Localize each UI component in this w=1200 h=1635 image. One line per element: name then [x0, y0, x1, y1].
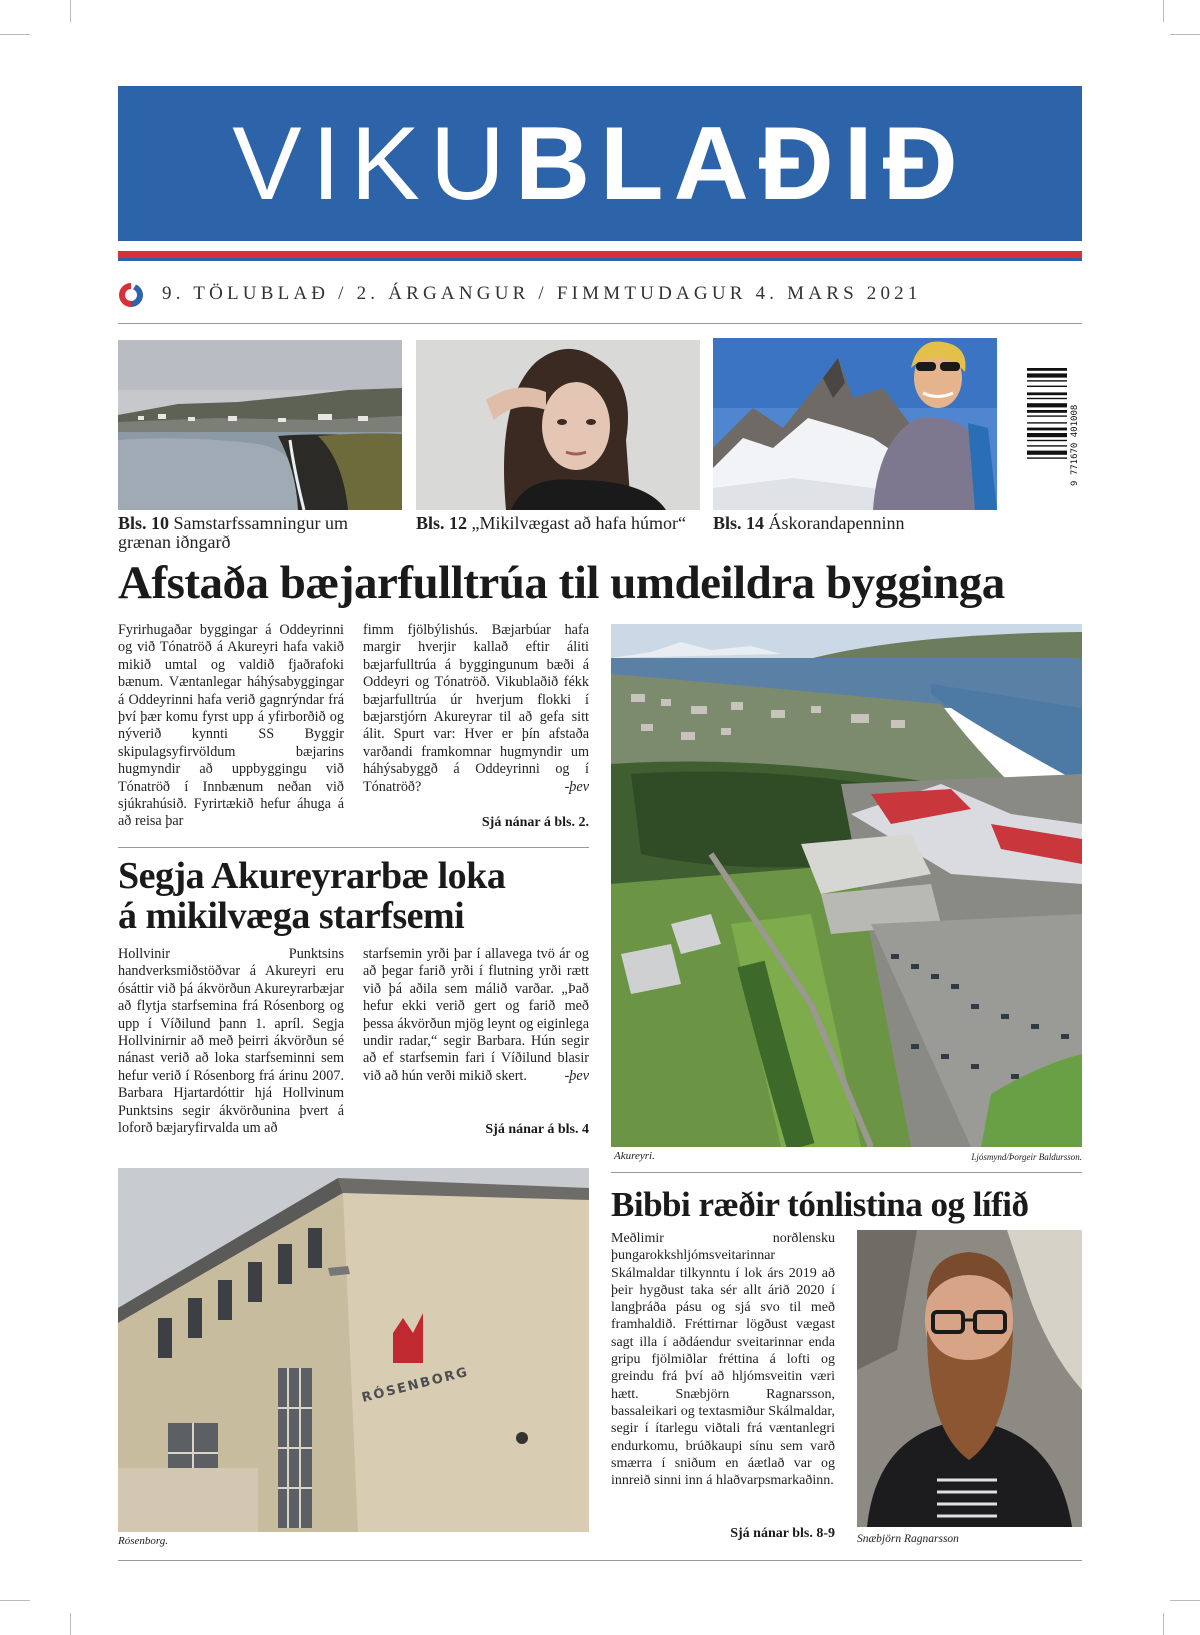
rosenborg-building-photo[interactable]: [118, 1168, 589, 1532]
photo-caption: Akureyri.: [614, 1150, 655, 1162]
photo-caption: Rósenborg.: [118, 1535, 169, 1547]
barcode-bar: [1027, 373, 1067, 377]
see-more-link[interactable]: Sjá nánar á bls. 4: [485, 1122, 589, 1137]
teaser-text: Áskorandapenninn: [768, 513, 905, 533]
barcode-number: 9 771670 401008: [1070, 404, 1080, 486]
woman-portrait-photo[interactable]: [416, 340, 700, 510]
teaser-caption[interactable]: [118, 514, 402, 552]
barcode-bar: [1027, 386, 1067, 387]
teaser-page-number: Bls. 12: [416, 513, 468, 533]
see-more-link[interactable]: Sjá nánar bls. 8-9: [730, 1526, 835, 1541]
masthead-blue-stripe: [118, 258, 1082, 261]
barcode-bar: [1027, 457, 1067, 458]
crop-mark: [1163, 1613, 1164, 1635]
divider: [118, 323, 1082, 324]
snaebjorn-portrait-photo[interactable]: [857, 1230, 1082, 1527]
headline-line: á mikilvæga starfsemi: [118, 895, 465, 937]
story-headline[interactable]: Bibbi ræðir tónlistina og lífið: [611, 1185, 1029, 1224]
story-body-column: [363, 946, 589, 1085]
teaser-text: Samstarfssamningur um grænan iðngarð: [118, 513, 348, 552]
barcode-bar: [1027, 428, 1067, 431]
masthead-red-stripe: [118, 251, 1082, 258]
crop-mark: [1163, 0, 1164, 22]
teaser-page-number: Bls. 14: [713, 513, 765, 533]
crop-mark: [0, 1600, 30, 1601]
masthead: [118, 86, 1082, 241]
story-body-text: Fyrirhugaðar byggingar á Oddeyrinni og við Tónatröð á Akureyri hafa vakið mikið umtal og valdið fjaðrafoki bænum. Væntanlegar háhýsabyggingar á Oddeyrinni hafa verið gagnrýndar frá því þær komu fyrst upp á yfirborðið og nýverið kynnti SS Byggir skipulagsyfirvöldum bæjarins hugmyndir að uppbyggingu við Tónatröð í Innbænum neðan við sjúkrahúsið. Fyrirtækið hefur áhuga á að reisa þar: [118, 622, 344, 830]
masthead-title-light: VIKU: [232, 106, 515, 222]
barcode-bar: [1027, 451, 1067, 455]
building-sign-text: RÓSENBORG: [360, 1364, 471, 1406]
story-body-column: [363, 622, 589, 796]
crop-mark: [0, 34, 30, 35]
author-signature: -þev: [564, 778, 589, 795]
divider: [118, 847, 589, 848]
barcode-bar: [1027, 410, 1067, 413]
akureyri-aerial-photo[interactable]: [611, 624, 1082, 1147]
crop-mark: [70, 0, 71, 22]
author-signature: -þev: [564, 1067, 589, 1084]
issue-line: 9. TÖLUBLAÐ / 2. ÁRGANGUR / FIMMTUDAGUR 4. MARS 2021: [162, 283, 922, 304]
barcode-bar: [1027, 380, 1067, 381]
divider: [611, 1172, 1082, 1173]
barcode-bar: [1027, 440, 1067, 441]
crop-mark: [70, 1613, 71, 1635]
story-body-column: [118, 622, 344, 831]
divider: [118, 1560, 1082, 1561]
photo-credit: Ljósmynd/Þorgeir Baldursson.: [971, 1152, 1082, 1162]
barcode-bar: [1027, 445, 1067, 446]
headline-line: Segja Akureyrarbæ loka: [118, 855, 506, 897]
photo-caption: Snæbjörn Ragnarsson: [857, 1533, 959, 1545]
story-body-text: Meðlimir norðlensku þungarokkshljómsveitarinnar Skálmaldar tilkynntu í lok árs 2019 að þeir hygðust taka sér allt árið 2020 í langþráða pásu og sjá svo til með framhaldið. Fréttirnar lögðust vægast sagt illa í aðdáendur sveitarinnar enda gripu fjölmiðlar fréttina á lofti og greindu frá því að hljómsveitin væri hætt. Snæbjörn Ragnarsson, bassaleikari og textasmiður Skálmaldar, segir í ítarlegu viðtali frá væntanlegri endurkomu, brúðkaupi sínu sem varð smærra í sniðum en áætlað var og innreið sinni inn á hlaðvarpsmarkaðinn.: [611, 1231, 835, 1489]
teaser-caption[interactable]: [713, 514, 997, 533]
teaser-text: „Mikilvægast að hafa húmor“: [471, 513, 686, 533]
masthead-title-bold: BLAÐIÐ: [514, 106, 968, 222]
story-body-column: [611, 1230, 835, 1489]
story-body-text: starfsemin yrði þar í allavega tvö ár og að þegar farið yrði í flutning yrði rætt við þá aðila sem málið varðar. „Það hefur ekki verið gert og farið með þessa ákvörðun mjög leynt og eiginlega undir radar,“ segir Barbara. Hún segir að ef starfsemin fari í Víðilund blasir við að hún verði mikið skert.: [363, 946, 589, 1084]
story-body-text: fimm fjölbýlishús. Bæjarbúar hafa margir hverjir kallað eftir áliti bæjarfulltrúa á byggingunum bæði á Oddeyri og Tónatröð. Vikublaðið fékk bæjarfulltrúa úr hverjum flokki í bæjarstjórn Akureyrar til að gefa sitt álit. Spurt var: Hver er þín afstaða varðandi framkomnar hugmyndir um háhýsabyggð á Oddeyrinni og í Tónatröð?: [363, 622, 589, 795]
barcode-bar: [1027, 398, 1067, 399]
barcode: [1025, 366, 1081, 486]
barcode-bar: [1027, 392, 1067, 395]
masthead-title: [118, 104, 1082, 224]
teaser-page-number: Bls. 10: [118, 513, 170, 533]
barcode-bar: [1027, 368, 1067, 371]
teaser-caption[interactable]: [416, 514, 706, 533]
crop-mark: [1170, 1600, 1200, 1601]
story-headline[interactable]: [118, 856, 505, 936]
see-more-link[interactable]: Sjá nánar á bls. 2.: [481, 815, 589, 830]
hiker-mountain-photo[interactable]: [713, 338, 997, 510]
barcode-bar: [1027, 422, 1067, 423]
barcode-bar: [1027, 415, 1067, 416]
barcode-bar: [1027, 403, 1067, 407]
crop-mark: [1170, 34, 1200, 35]
story-headline[interactable]: Afstaða bæjarfulltrúa til umdeildra bygginga: [118, 557, 1005, 609]
barcode-bar: [1027, 433, 1067, 437]
story-body-text: Hollvinir Punktsins handverksmiðstöðvar á Akureyri eru ósáttir við þá ákvörðun Akureyrarbæjar að flytja starfsemina frá Rósenborg og upp í Víðilund þann 1. apríl. Segja Hollvinirnir að með þeirri ákvörðun sé nánast verið að loka starfseminni sem hefur verið í Rósenborg frá árinu 2007. Barbara Hjartardóttir hjá Hollvinum Punktsins segir ákvörðunina þvert á loforð bæjaryfirvalda um að: [118, 946, 344, 1137]
story-body-column: [118, 946, 344, 1137]
harbor-town-photo[interactable]: [118, 340, 402, 510]
newspaper-logo-icon: [117, 281, 145, 309]
